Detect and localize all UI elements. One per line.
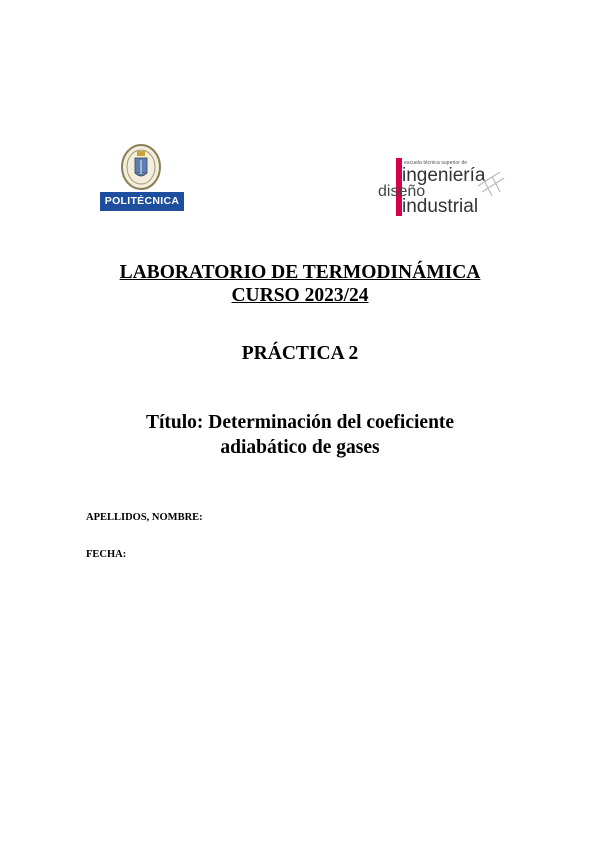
- course-year: CURSO 2023/24: [231, 285, 369, 306]
- university-seal-icon: [120, 143, 162, 191]
- upm-logo: [100, 143, 184, 211]
- logo-line1: ingeniería: [402, 165, 486, 186]
- logo-line3: industrial: [402, 196, 479, 217]
- etsidi-logo: [374, 156, 508, 218]
- lab-title: LABORATORIO DE TERMODINÁMICA: [119, 262, 481, 283]
- name-field-label: APELLIDOS, NOMBRE:: [86, 512, 203, 523]
- practice-title: [0, 410, 600, 460]
- upm-band: POLITÉCNICA: [100, 192, 184, 211]
- logo-tagline: escuela técnica superior de: [404, 160, 468, 166]
- practice-title-line1: Título: Determinación del coeficiente: [145, 412, 455, 433]
- practice-number: PRÁCTICA 2: [241, 343, 359, 364]
- practice-title-line2: adiabático de gases: [220, 437, 380, 458]
- lab-title-block: [0, 261, 600, 307]
- logo-line2: diseño: [378, 183, 426, 200]
- date-field-label: FECHA:: [86, 549, 127, 560]
